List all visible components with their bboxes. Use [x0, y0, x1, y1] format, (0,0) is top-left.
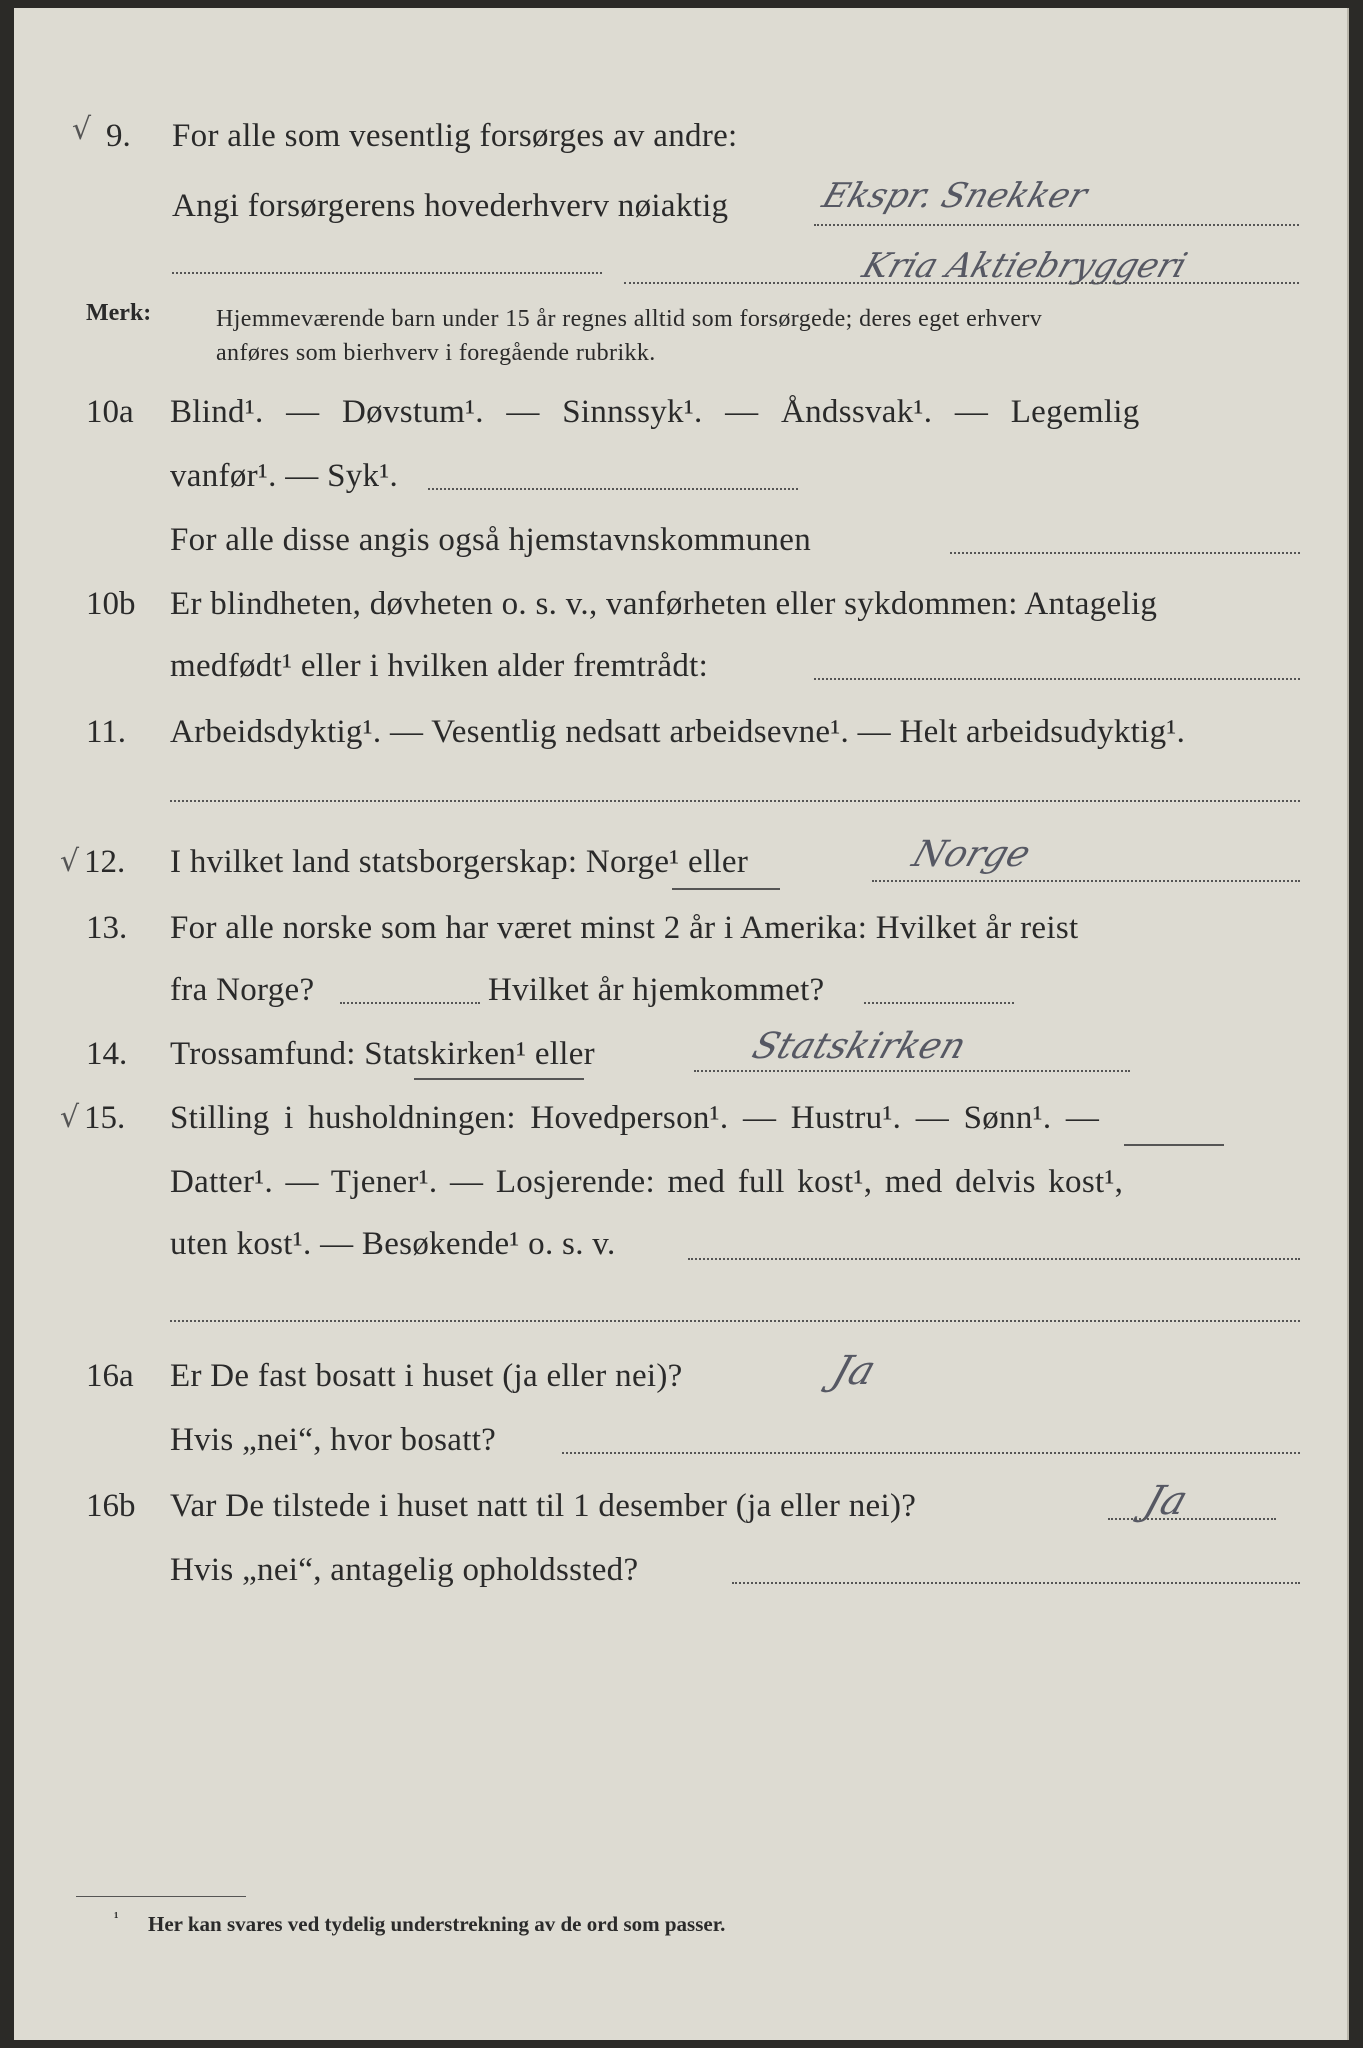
- question-15-line-3: uten kost¹. — Besøkende¹ o. s. v.: [170, 1226, 616, 1262]
- question-13-line-1: For alle norske som har været minst 2 år i Amerika: Hvilket år reist: [170, 910, 1079, 946]
- question-16a-line-2: Hvis „nei“, hvor bosatt?: [170, 1422, 497, 1458]
- handwritten-answer-9a: Ekspr. Snekker: [817, 176, 1093, 216]
- note-line-2: anføres som bierhverv i foregående rubrikk.: [216, 340, 656, 366]
- handwritten-answer-16a: Ja: [826, 1348, 882, 1394]
- question-13-line-2b: Hvilket år hjemkommet?: [488, 972, 825, 1008]
- footnote-text: Her kan svares ved tydelig understrekning av de ord som passer.: [148, 1912, 726, 1936]
- answer-line: [688, 1258, 1300, 1260]
- check-mark: √: [60, 1100, 80, 1135]
- question-number-14: 14.: [86, 1036, 128, 1072]
- note-line-1: Hjemmeværende barn under 15 år regnes alltid som forsørgede; deres eget erhverv: [216, 306, 1043, 332]
- question-number-10b: 10b: [86, 586, 136, 622]
- question-number-15: 15.: [84, 1100, 126, 1136]
- answer-line: [340, 1002, 480, 1004]
- answer-line: [1108, 1518, 1276, 1520]
- note-label: Merk:: [86, 300, 152, 326]
- answer-line: [814, 678, 1300, 680]
- answer-line: [172, 272, 602, 274]
- footnote-rule: [76, 1896, 246, 1897]
- answer-line: [950, 552, 1300, 554]
- question-15-line-2: Datter¹. — Tjener¹. — Losjerende: med full kost¹, med delvis kost¹,: [170, 1164, 1124, 1200]
- question-9-line-1: For alle som vesentlig forsørges av andre:: [172, 118, 738, 154]
- answer-line: [814, 224, 1299, 226]
- question-number-11: 11.: [86, 714, 127, 750]
- handwritten-answer-9b: Kria Aktiebryggeri: [857, 246, 1192, 286]
- question-10a-line-2: vanfør¹. — Syk¹.: [170, 458, 399, 494]
- answer-line: [864, 1002, 1014, 1004]
- check-mark: √: [72, 112, 92, 147]
- question-9-line-2: Angi forsørgerens hovederhverv nøiaktig: [172, 188, 729, 224]
- question-15-line-1: Stilling i husholdningen: Hovedperson¹. — Hustru¹. — Sønn¹. —: [170, 1100, 1100, 1136]
- underline-mark: [1124, 1144, 1224, 1146]
- question-number-16b: 16b: [86, 1488, 136, 1524]
- handwritten-answer-16b: Ja: [1138, 1478, 1194, 1524]
- answer-line: [732, 1582, 1300, 1584]
- answer-line: [872, 880, 1300, 882]
- check-mark: √: [60, 844, 80, 879]
- footnote-mark: ¹: [114, 1910, 119, 1926]
- question-12-line-1: I hvilket land statsborgerskap: Norge¹ eller: [170, 844, 749, 880]
- question-number-12: 12.: [84, 844, 126, 880]
- question-number-10a: 10a: [86, 394, 134, 430]
- handwritten-answer-12: Norge: [907, 834, 1036, 875]
- handwritten-answer-14: Statskirken: [747, 1026, 972, 1067]
- answer-line: [624, 282, 1299, 284]
- question-10b-line-1: Er blindheten, døvheten o. s. v., vanførheten eller sykdommen: Antagelig: [170, 586, 1158, 622]
- question-16a-line-1: Er De fast bosatt i huset (ja eller nei)?: [170, 1358, 683, 1394]
- question-14-line-1: Trossamfund: Statskirken¹ eller: [170, 1036, 595, 1072]
- underline-mark: [672, 888, 780, 890]
- underline-mark: [414, 1078, 584, 1080]
- question-11-line-1: Arbeidsdyktig¹. — Vesentlig nedsatt arbeidsevne¹. — Helt arbeidsudyktig¹.: [170, 714, 1186, 750]
- question-10b-line-2: medfødt¹ eller i hvilken alder fremtrådt:: [170, 648, 709, 684]
- question-16b-line-2: Hvis „nei“, antagelig opholdssted?: [170, 1552, 639, 1588]
- question-number-16a: 16a: [86, 1358, 134, 1394]
- answer-line: [170, 800, 1300, 802]
- question-16b-line-1: Var De tilstede i huset natt til 1 desember (ja eller nei)?: [170, 1488, 917, 1524]
- answer-line: [428, 488, 798, 490]
- question-number-9: 9.: [106, 118, 131, 154]
- question-10a-line-1: Blind¹. — Døvstum¹. — Sinnssyk¹. — Åndssvak¹. — Legemlig: [170, 394, 1140, 430]
- census-form-page: [14, 8, 1349, 2040]
- answer-line: [562, 1452, 1300, 1454]
- question-number-13: 13.: [86, 910, 128, 946]
- question-13-line-2a: fra Norge?: [170, 972, 315, 1008]
- answer-line: [170, 1320, 1300, 1322]
- question-10a-line-3: For alle disse angis også hjemstavnskommunen: [170, 522, 812, 558]
- answer-line: [694, 1070, 1130, 1072]
